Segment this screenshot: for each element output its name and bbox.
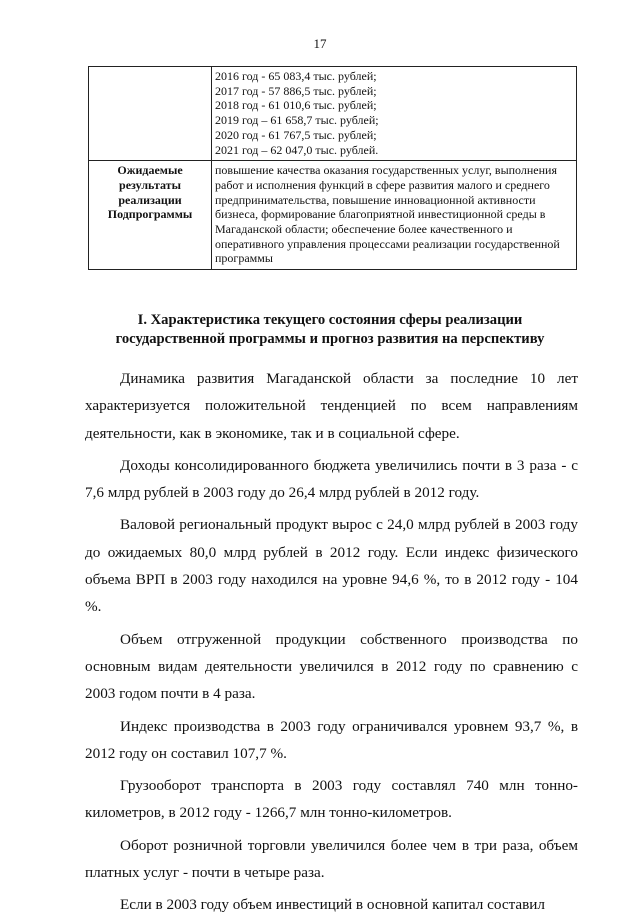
funding-line-2016: 2016 год - 65 083,4 тыс. рублей; [215,69,377,83]
page-number: 17 [313,36,327,51]
funding-label-cell [89,67,212,161]
section-heading-line-1: I. Характеристика текущего состояния сферы реализации [137,312,523,328]
results-label-line: результаты [119,177,181,192]
funding-line-2021: 2021 год – 62 047,0 тыс. рублей. [215,142,379,157]
paragraph: Валовой региональный продукт вырос с 24,0 млрд рублей в 2003 году до ожидаемых 80,0 млрд рублей в 2012 году. Если индекс физического объема ВРП в 2003 году находился на уровне 94,6 %, то в 2012 году - 104 %. [85,516,578,616]
section-heading [80,311,580,349]
paragraph: Если в 2003 году объем инвестиций в основной капитал составил [120,896,546,914]
paragraph: Динамика развития Магаданской области за последние 10 лет характеризуется положительной тенденцией по всем направлениям деятельности, как в экономике, так и в социальной сфере. [85,370,578,442]
expected-results-text: повышение качества оказания государственных услуг, выполнения работ и исполнения функций в сфере развития малого и среднего предпринимательства, повышение инновационной активности бизнеса, формирование благоприятной инвестиционной среды в Магаданской области; обеспечение более качественного и оперативного управления процессами реализации государственной программы [212,161,577,270]
paragraph: Оборот розничной торговли увеличился более чем в три раза, объем платных услуг - почти в четыре раза. [85,836,578,882]
funding-line-2020: 2020 год - 61 767,5 тыс. рублей; [215,127,377,142]
expected-results-row [89,161,577,270]
expected-results-label [89,161,212,270]
funding-row [89,67,577,161]
program-passport-table [88,66,577,270]
funding-line-2019: 2019 год – 61 658,7 тыс. рублей; [215,113,379,128]
paragraph: Грузооборот транспорта в 2003 году составлял 740 млн тонно-километров, в 2012 году - 1266,7 млн тонно-километров. [85,777,578,822]
funding-line-2017: 2017 год - 57 886,5 тыс. рублей; [215,83,377,98]
paragraph: Объем отгруженной продукции собственного производства по основным видам деятельности увеличился в 2012 году по сравнению с 2003 годом почти в 4 раза. [85,630,578,703]
funding-values-cell [212,67,577,161]
paragraph: Индекс производства в 2003 году ограничивался уровнем 93,7 %, в 2012 году он составил 107,7 %. [85,717,578,762]
section-heading-line-2: государственной программы и прогноз развития на перспективу [115,331,545,347]
paragraph: Доходы консолидированного бюджета увеличились почти в 3 раза - с 7,6 млрд рублей в 2003 году до 26,4 млрд рублей в 2012 году. [85,456,578,502]
results-label-line: Подпрограммы [107,207,193,222]
results-label-line: Ожидаемые [117,163,183,178]
body-text [85,365,578,919]
funding-line-2018: 2018 год - 61 010,6 тыс. рублей; [215,98,377,113]
results-label-line: реализации [118,192,182,207]
